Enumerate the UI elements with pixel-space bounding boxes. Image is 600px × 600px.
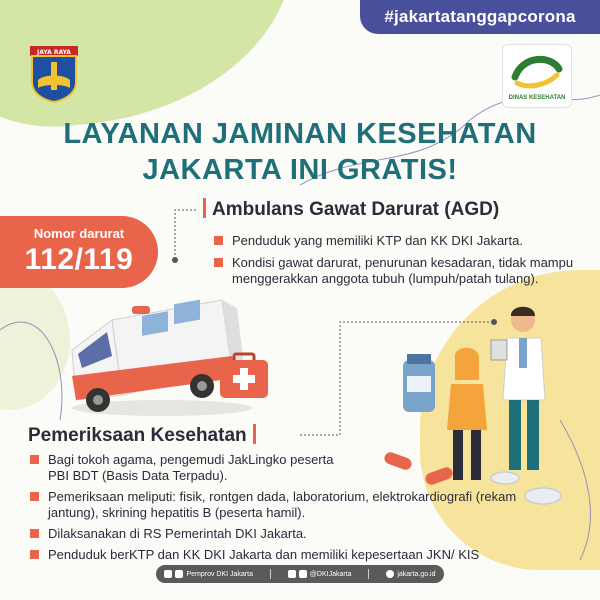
pemeriksaan-list (30, 452, 570, 568)
title-line-2: JAKARTA INI GRATIS! (142, 154, 458, 186)
agd-list (214, 233, 579, 293)
list-item: Bagi tokoh agama, pengemudi JakLingko peserta PBI BDT (Basis Data Terpadu). (30, 452, 570, 484)
title-line-1: LAYANAN JAMINAN KESEHATAN (63, 118, 537, 150)
instagram-icon (299, 570, 307, 578)
list-item: Penduduk berKTP dan KK DKI Jakarta dan memiliki kepesertaan JKN/ KIS (30, 547, 570, 563)
dinas-kesehatan-logo (502, 44, 572, 108)
emergency-number: 112/119 (24, 243, 134, 276)
globe-icon (386, 570, 394, 578)
agd-heading-text: Ambulans Gawat Darurat (AGD) (212, 199, 500, 220)
footer-handle-text: @DKIJakarta (309, 570, 352, 578)
footer-facebook-youtube (164, 570, 253, 578)
dinas-kesehatan-label: DINAS KESEHATAN (508, 95, 566, 101)
list-item: Penduduk yang memiliki KTP dan KK DKI Jakarta. (214, 233, 579, 249)
emergency-label: Nomor darurat (33, 226, 125, 241)
list-item: Pemeriksaan meliputi: fisik, rontgen dada, laboratorium, elektrokardiografi (rekam jantung), skrining hepatitis B (peserta hamil). (30, 489, 570, 521)
youtube-icon (175, 570, 183, 578)
list-item: Dilaksanakan di RS Pemerintah DKI Jakarta. (30, 526, 570, 542)
twitter-icon (288, 570, 296, 578)
jaya-raya-logo (28, 44, 80, 104)
first-aid-kit-icon (218, 352, 270, 400)
footer-pemprov-text: Pemprov DKI Jakarta (186, 570, 253, 578)
footer-website (386, 570, 435, 578)
pemeriksaan-heading-text: Pemeriksaan Kesehatan (28, 425, 247, 446)
svg-text:JAYA RAYA: JAYA RAYA (37, 49, 71, 56)
page-title (0, 116, 600, 188)
footer-twitter-instagram (288, 570, 352, 578)
agd-heading (203, 198, 499, 221)
facebook-icon (164, 570, 172, 578)
footer-social-bar (156, 565, 444, 583)
pemeriksaan-heading (28, 424, 256, 447)
emergency-number-badge (0, 216, 158, 288)
hashtag-banner: #jakartatanggapcorona (360, 0, 600, 34)
footer-website-text: jakarta.go.id (397, 570, 436, 578)
list-item: Kondisi gawat darurat, penurunan kesadaran, tidak mampu menggerakkan anggota tubuh (lumpuh/patah tulang). (214, 255, 579, 287)
